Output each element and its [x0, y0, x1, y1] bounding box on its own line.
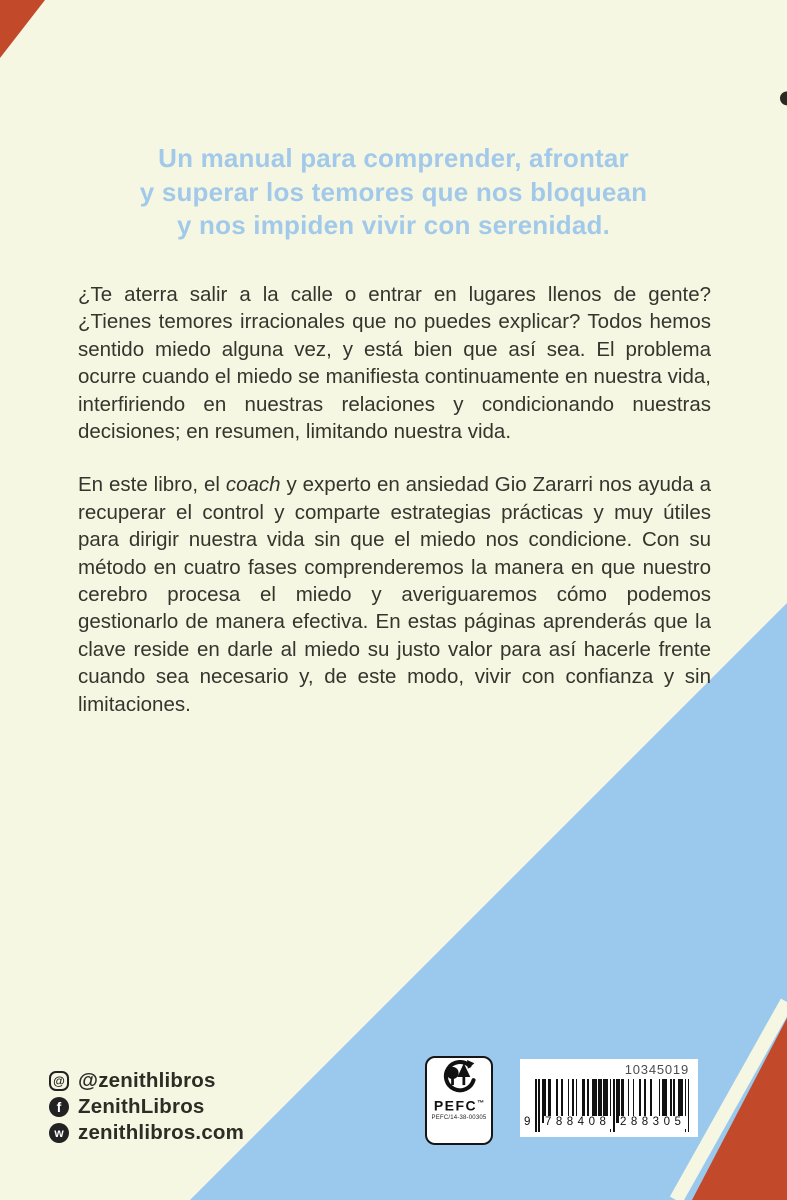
instagram-handle: @zenithlibros	[78, 1069, 216, 1092]
tagline-line-1: Un manual para comprender, afrontar	[158, 143, 629, 173]
back-cover-copy	[78, 281, 711, 718]
facebook-icon: f	[49, 1097, 69, 1117]
isbn-digits	[520, 1116, 698, 1130]
pefc-name-text: PEFC	[433, 1097, 478, 1114]
pefc-certification-label	[425, 1056, 493, 1145]
red-corner-top-icon	[0, 0, 45, 58]
isbn-first-digit: 9	[524, 1116, 531, 1128]
isbn-group-2: 288305	[620, 1116, 686, 1128]
tagline-line-2: y superar los temores que nos bloquean	[139, 176, 648, 207]
pefc-trademark: ™	[477, 1100, 485, 1107]
instagram-icon: @	[49, 1071, 69, 1091]
facebook-handle: ZenithLibros	[78, 1095, 205, 1118]
social-row-facebook	[49, 1096, 244, 1118]
social-row-website	[49, 1122, 244, 1144]
paragraph-2	[78, 471, 711, 718]
isbn-group-1: 788408	[545, 1116, 611, 1128]
social-row-instagram	[49, 1070, 244, 1092]
paragraph-1: ¿Te aterra salir a la calle o entrar en lugares llenos de gente? ¿Tienes temores irracionales que no puedes explicar? Todos hemos sentido miedo alguna vez, y está bien que así sea. El problema ocurre cuando el miedo se manifiesta continuamente en nuestra vida, interfiriendo en nuestras relaciones y condicionando nuestras decisiones; en resumen, limitando nuestra vida.	[78, 283, 711, 444]
paragraph-2-italic-word: coach	[225, 473, 281, 497]
pefc-wordmark	[434, 1097, 484, 1113]
website-url: zenithlibros.com	[78, 1121, 245, 1144]
pefc-trees-icon	[438, 1058, 480, 1096]
website-icon: w	[49, 1123, 69, 1143]
tagline-line-3: y nos impiden vivir con serenidad.	[176, 210, 611, 240]
barcode-panel	[520, 1059, 698, 1137]
tagline-heading	[0, 142, 787, 243]
pefc-license-code: PEFC/14-38-00305	[431, 1114, 487, 1121]
product-code: 10345019	[624, 1062, 689, 1077]
paragraph-2-pre: En este libro, el	[78, 473, 226, 497]
paragraph-2-post: y experto en ansiedad Gio Zararri nos ayuda a recuperar el control y comparte estrategias prácticas y muy útiles para dirigir nuestra vida sin que el miedo nos condicione. Con su método en cuatro fases comprenderemos la manera en que nuestro cerebro procesa el miedo y averiguaremos cómo podemos gestionarlo de manera efectiva. En estas páginas aprenderás que la clave reside en darle al miedo su justo valor para así hacerle frente cuando sea necesario y, de este modo, vivir con confianza y sin limitaciones.	[78, 473, 711, 716]
social-handles	[49, 1070, 244, 1144]
